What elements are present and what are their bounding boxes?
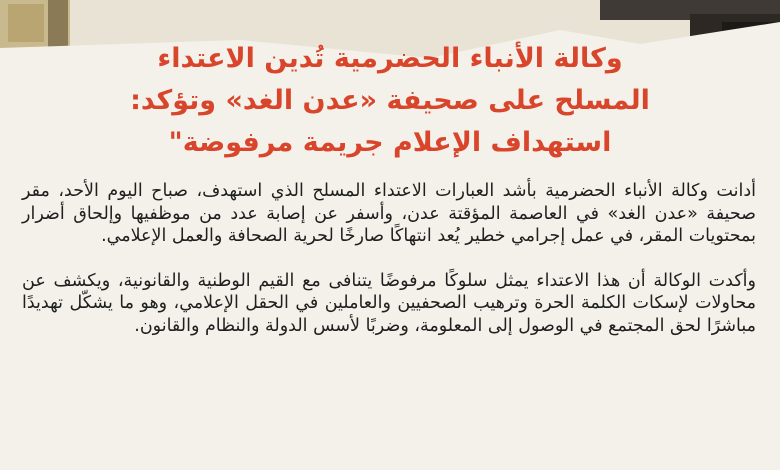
headline-line-3: استهداف الإعلام جريمة مرفوضة"	[168, 127, 612, 158]
headline-line-2: المسلح على صحيفة «عدن الغد» وتؤكد:	[130, 85, 650, 116]
paragraph-1: أدانت وكالة الأنباء الحضرمية بأشد العبارات الاعتداء المسلح الذي استهدف، صباح اليوم الأحد، مقر صحيفة «عدن الغد» في العاصمة المؤقتة عدن، وأسفر عن إصابة عدد من موظفيها وإلحاق أضرار بمحتويات المقر، في عمل إجرامي خطير يُعد انتهاكًا صارخًا لحرية الصحافة والعمل الإعلامي.	[22, 181, 756, 246]
article-body	[22, 180, 756, 359]
paragraph-2: وأكدت الوكالة أن هذا الاعتداء يمثل سلوكًا مرفوضًا يتنافى مع القيم الوطنية والقانونية، ويكشف عن محاولات لإسكات الكلمة الحرة وترهيب الصحفيين والعاملين في الحقل الإعلامي، وهو ما يشكّل تهديدًا مباشرًا لحق المجتمع في الوصول إلى المعلومة، وضربًا لأسس الدولة والنظام والقانون.	[22, 270, 756, 336]
headline-line-1: وكالة الأنباء الحضرمية تُدين الاعتداء	[157, 43, 623, 74]
headline	[20, 38, 760, 164]
